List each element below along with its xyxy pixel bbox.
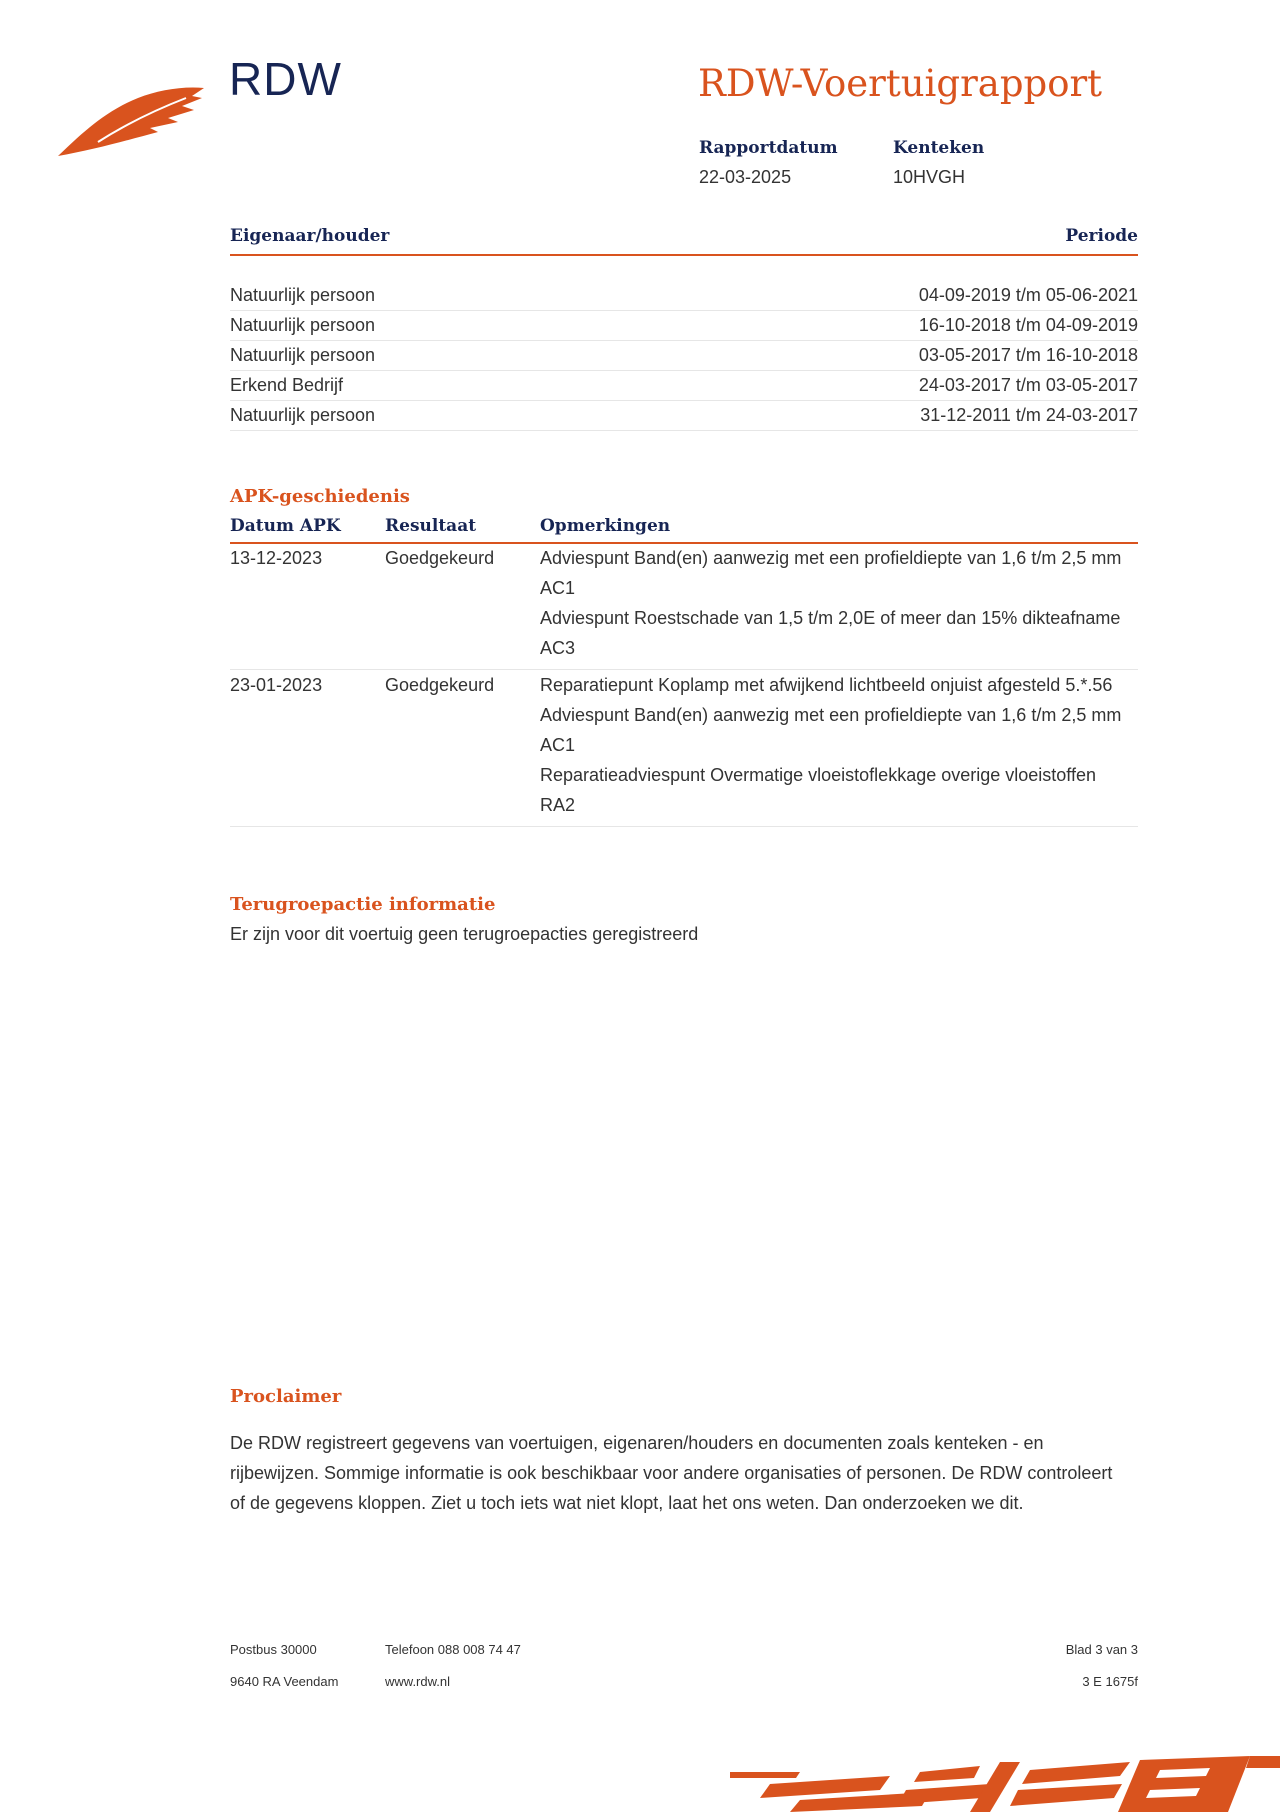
owners-table xyxy=(230,281,1138,431)
owner-period: 03-05-2017 t/m 16-10-2018 xyxy=(918,345,1138,365)
report-date-label: Rapportdatum xyxy=(699,138,838,158)
plate-label: Kenteken xyxy=(893,138,985,158)
owner-type: Natuurlijk persoon xyxy=(230,315,376,335)
owner-row xyxy=(230,281,1138,311)
apk-date: 13-12-2023 xyxy=(230,548,323,568)
apk-result: Goedgekeurd xyxy=(385,675,495,695)
owner-period: 24-03-2017 t/m 03-05-2017 xyxy=(918,375,1138,395)
owner-row xyxy=(230,401,1138,431)
footer-postbus: Postbus 30000 xyxy=(230,1642,317,1657)
owner-row xyxy=(230,341,1138,371)
owner-period: 16-10-2018 t/m 04-09-2019 xyxy=(918,315,1138,335)
owner-row xyxy=(230,311,1138,341)
decorative-stripes-icon xyxy=(730,1756,1280,1812)
apk-section-title: APK-geschiedenis xyxy=(230,486,410,507)
page-title: RDW-Voertuigrapport xyxy=(698,62,1103,105)
apk-remarks xyxy=(540,670,1130,820)
owner-period: 31-12-2011 t/m 24-03-2017 xyxy=(920,405,1138,425)
owners-table-header xyxy=(230,224,1138,256)
apk-remark: Adviespunt Band(en) aanwezig met een profieldiepte van 1,6 t/m 2,5 mm AC1 xyxy=(540,548,1122,598)
recall-text: Er zijn voor dit voertuig geen terugroepacties geregistreerd xyxy=(230,924,699,944)
owner-type: Erkend Bedrijf xyxy=(230,375,344,395)
period-column-header: Periode xyxy=(1065,226,1138,246)
rdw-logo-icon xyxy=(58,82,208,162)
plate-value: 10HVGH xyxy=(893,167,966,187)
disclaimer-title: Proclaimer xyxy=(230,1386,342,1407)
apk-remark: Reparatieadviespunt Overmatige vloeistoflekkage overige vloeistoffen RA2 xyxy=(540,765,1096,815)
apk-remark: Adviespunt Roestschade van 1,5 t/m 2,0E of meer dan 15% dikteafname AC3 xyxy=(540,608,1121,658)
footer-phone: Telefoon 088 008 74 47 xyxy=(385,1642,521,1657)
apk-row xyxy=(230,670,1138,827)
disclaimer-text: De RDW registreert gegevens van voertuigen, eigenaren/houders en documenten zoals kenteken - en rijbewijzen. Sommige informatie is ook beschikbaar voor andere organisaties of personen. De RDW controleert of de gegevens kloppen. Ziet u toch iets wat niet klopt, laat het ons weten. Dan onderzoeken we dit. xyxy=(230,1433,1113,1513)
footer-website[interactable]: www.rdw.nl xyxy=(385,1674,451,1689)
apk-table xyxy=(230,543,1138,827)
apk-result-column-header: Resultaat xyxy=(385,516,477,536)
apk-date: 23-01-2023 xyxy=(230,675,323,695)
owner-row xyxy=(230,371,1138,401)
footer-document-code: 3 E 1675f xyxy=(1082,1674,1138,1689)
owner-period: 04-09-2019 t/m 05-06-2021 xyxy=(918,285,1138,305)
apk-remarks-column-header: Opmerkingen xyxy=(540,516,671,536)
owner-column-header: Eigenaar/houder xyxy=(230,226,390,246)
logo-text: RDW xyxy=(229,53,342,105)
footer-city: 9640 RA Veendam xyxy=(230,1674,339,1689)
recall-section-title: Terugroepactie informatie xyxy=(230,894,496,915)
apk-date-column-header: Datum APK xyxy=(230,516,341,536)
owner-type: Natuurlijk persoon xyxy=(230,345,376,365)
owner-type: Natuurlijk persoon xyxy=(230,405,376,425)
apk-remark: Adviespunt Band(en) aanwezig met een profieldiepte van 1,6 t/m 2,5 mm AC1 xyxy=(540,705,1122,755)
apk-remarks xyxy=(540,543,1130,663)
apk-table-header xyxy=(230,514,1138,544)
apk-remark: Reparatiepunt Koplamp met afwijkend lichtbeeld onjuist afgesteld 5.*.56 xyxy=(540,675,1113,695)
report-date-value: 22-03-2025 xyxy=(699,167,792,187)
apk-row xyxy=(230,543,1138,670)
owner-type: Natuurlijk persoon xyxy=(230,285,376,305)
footer-page-number: Blad 3 van 3 xyxy=(1065,1642,1138,1657)
apk-result: Goedgekeurd xyxy=(385,548,495,568)
